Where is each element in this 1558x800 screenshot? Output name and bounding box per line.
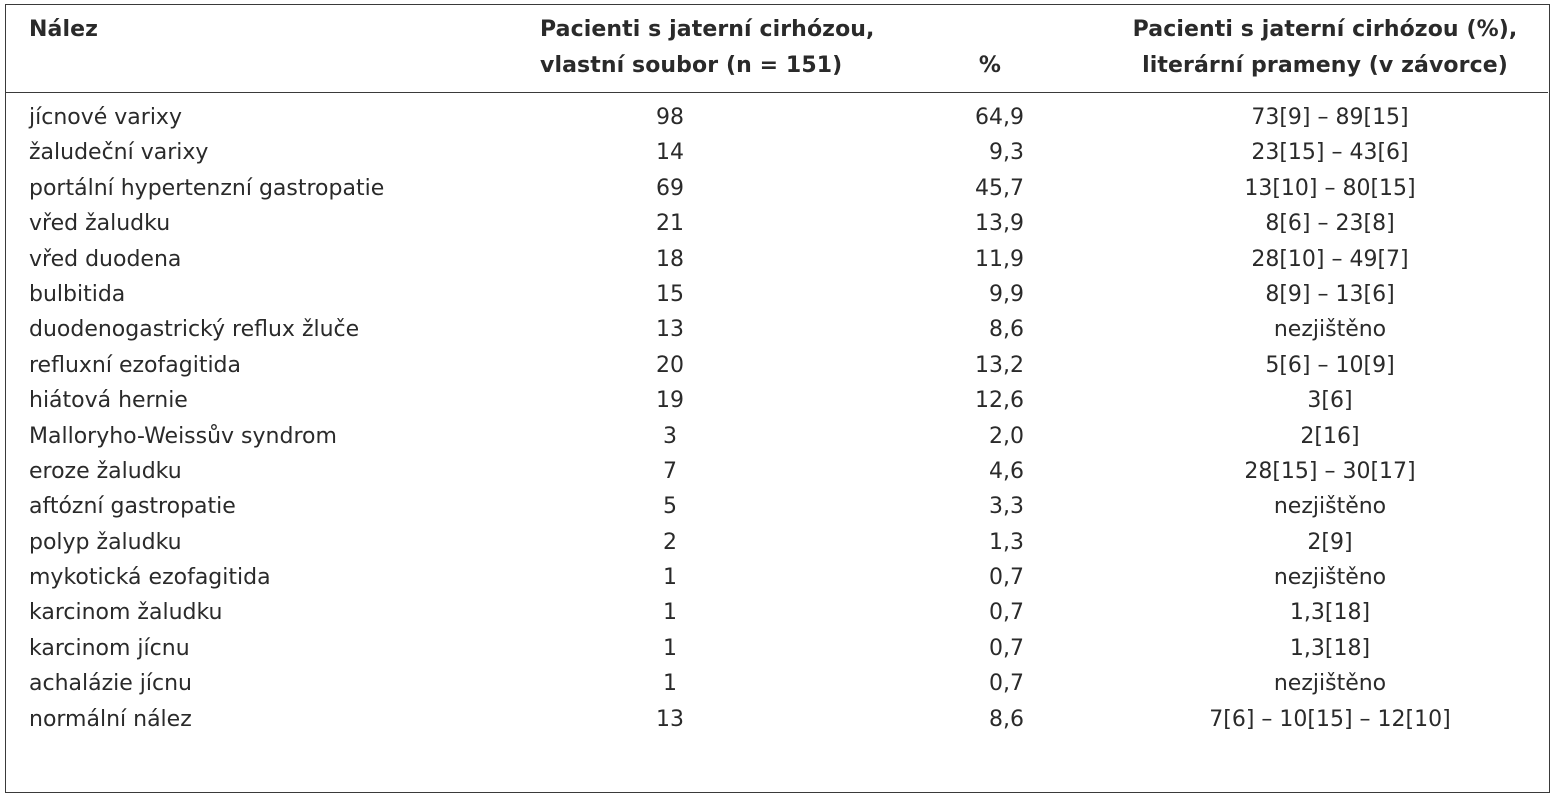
table-row bbox=[0, 206, 1558, 241]
cell-literature: nezjištěno bbox=[1273, 317, 1387, 343]
cell-count: 69 bbox=[656, 175, 684, 201]
cell-count: 18 bbox=[656, 246, 684, 272]
cell-finding: mykotická ezofagitida bbox=[29, 565, 271, 591]
cell-count: 13 bbox=[656, 317, 684, 343]
cell-count: 98 bbox=[656, 105, 684, 130]
cell-finding: eroze žaludku bbox=[29, 458, 182, 484]
cell-percent: 8,6 bbox=[989, 706, 1024, 732]
cell-literature: 2[16] bbox=[1300, 423, 1360, 449]
cell-percent: 2,0 bbox=[989, 423, 1024, 449]
table-row bbox=[0, 595, 1558, 630]
cell-count: 3 bbox=[663, 423, 677, 449]
header-percent: % bbox=[978, 53, 1002, 78]
cell-literature: 2[9] bbox=[1307, 529, 1353, 555]
cell-literature: nezjištěno bbox=[1273, 671, 1387, 697]
cell-count: 21 bbox=[656, 211, 684, 237]
cell-percent: 0,7 bbox=[989, 565, 1024, 591]
cell-count: 1 bbox=[663, 565, 677, 591]
table-row bbox=[0, 560, 1558, 595]
cell-finding: karcinom žaludku bbox=[29, 600, 223, 626]
cell-literature: 8[6] – 23[8] bbox=[1265, 211, 1395, 237]
cell-percent: 12,6 bbox=[975, 388, 1024, 414]
cell-finding: aftózní gastropatie bbox=[29, 494, 236, 520]
cell-literature: 23[15] – 43[6] bbox=[1251, 140, 1409, 166]
cell-count: 15 bbox=[656, 281, 684, 307]
cell-percent: 1,3 bbox=[989, 529, 1024, 555]
table-row bbox=[0, 312, 1558, 347]
cell-percent: 0,7 bbox=[989, 600, 1024, 626]
table-row bbox=[0, 631, 1558, 666]
table-row bbox=[0, 277, 1558, 312]
cell-percent: 45,7 bbox=[975, 175, 1024, 201]
cell-count: 7 bbox=[663, 458, 677, 484]
cell-percent: 8,6 bbox=[989, 317, 1024, 343]
cell-count: 19 bbox=[656, 388, 684, 414]
cell-literature: nezjištěno bbox=[1273, 565, 1387, 591]
table-row bbox=[0, 454, 1558, 489]
cell-count: 13 bbox=[656, 706, 684, 732]
table-row bbox=[0, 100, 1558, 135]
table-body bbox=[0, 100, 1558, 737]
cell-percent: 0,7 bbox=[989, 635, 1024, 661]
cell-finding: hiátová hernie bbox=[29, 388, 188, 414]
table-row bbox=[0, 171, 1558, 206]
cell-percent: 9,3 bbox=[989, 140, 1024, 166]
cell-literature: 28[10] – 49[7] bbox=[1251, 246, 1409, 272]
cell-literature: nezjištěno bbox=[1273, 494, 1387, 520]
cell-percent: 3,3 bbox=[989, 494, 1024, 520]
cell-count: 14 bbox=[656, 140, 684, 166]
header-literature-line1: Pacienti s jaterní cirhózou (%), bbox=[1132, 17, 1518, 42]
cell-percent: 11,9 bbox=[975, 246, 1024, 272]
cell-finding: vřed žaludku bbox=[29, 211, 171, 237]
cell-percent: 0,7 bbox=[989, 671, 1024, 697]
cell-finding: achalázie jícnu bbox=[29, 671, 192, 697]
cell-finding: vřed duodena bbox=[29, 246, 182, 272]
table-row bbox=[0, 489, 1558, 524]
cell-finding: jícnové varixy bbox=[29, 105, 182, 130]
table-row bbox=[0, 242, 1558, 277]
cell-finding: normální nález bbox=[29, 706, 192, 732]
table-row bbox=[0, 348, 1558, 383]
cell-count: 1 bbox=[663, 635, 677, 661]
cell-literature: 5[6] – 10[9] bbox=[1265, 352, 1395, 378]
header-divider bbox=[6, 92, 1548, 93]
cell-finding: žaludeční varixy bbox=[29, 140, 209, 166]
header-own-cohort-line2: vlastní soubor (n = 151) bbox=[540, 53, 843, 78]
table-row bbox=[0, 666, 1558, 701]
cell-finding: bulbitida bbox=[29, 281, 126, 307]
cell-percent: 4,6 bbox=[989, 458, 1024, 484]
header-finding: Nález bbox=[29, 17, 99, 42]
header-literature bbox=[1115, 12, 1535, 84]
table-row bbox=[0, 383, 1558, 418]
cell-count: 5 bbox=[663, 494, 677, 520]
cell-count: 2 bbox=[663, 529, 677, 555]
cell-finding: refluxní ezofagitida bbox=[29, 352, 241, 378]
header-literature-line2: literární prameny (v závorce) bbox=[1142, 53, 1508, 78]
cell-count: 1 bbox=[663, 600, 677, 626]
cell-finding: polyp žaludku bbox=[29, 529, 182, 555]
cell-percent: 9,9 bbox=[989, 281, 1024, 307]
cell-finding: portální hypertenzní gastropatie bbox=[29, 175, 385, 201]
cell-literature: 73[9] – 89[15] bbox=[1251, 105, 1409, 130]
table-row bbox=[0, 419, 1558, 454]
cell-count: 1 bbox=[663, 671, 677, 697]
cell-finding: Malloryho-Weissův syndrom bbox=[29, 423, 337, 449]
cell-percent: 13,9 bbox=[975, 211, 1024, 237]
cell-literature: 7[6] – 10[15] – 12[10] bbox=[1209, 706, 1451, 732]
cell-finding: duodenogastrický reflux žluče bbox=[29, 317, 360, 343]
cell-percent: 64,9 bbox=[975, 105, 1024, 130]
cell-literature: 8[9] – 13[6] bbox=[1265, 281, 1395, 307]
table-row bbox=[0, 525, 1558, 560]
cell-literature: 1,3[18] bbox=[1289, 600, 1371, 626]
cell-finding: karcinom jícnu bbox=[29, 635, 190, 661]
cell-literature: 1,3[18] bbox=[1289, 635, 1371, 661]
cell-literature: 13[10] – 80[15] bbox=[1244, 175, 1416, 201]
cell-count: 20 bbox=[656, 352, 684, 378]
header-own-cohort-line1: Pacienti s jaterní cirhózou, bbox=[540, 17, 875, 42]
cell-literature: 3[6] bbox=[1307, 388, 1353, 414]
cell-literature: 28[15] – 30[17] bbox=[1244, 458, 1416, 484]
cell-percent: 13,2 bbox=[975, 352, 1024, 378]
table-row bbox=[0, 702, 1558, 737]
table-row bbox=[0, 135, 1558, 170]
header-own-cohort bbox=[540, 12, 875, 84]
